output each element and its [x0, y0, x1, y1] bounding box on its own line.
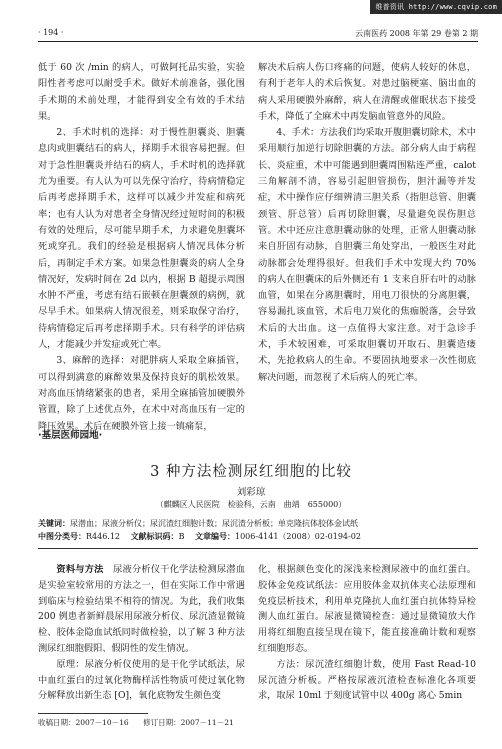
paragraph [38, 562, 245, 657]
keywords-text: 尿潜血；尿液分析仪；尿沉渣红细胞计数；尿沉渣分析板；单克隆抗体胶体金试纸 [70, 519, 358, 528]
left-column-top [38, 60, 245, 435]
running-header [38, 28, 478, 40]
footnote-rule [38, 713, 148, 714]
subheading: 资料与方法 [56, 564, 104, 575]
right-column-body [258, 562, 476, 704]
keywords-line [38, 517, 478, 530]
clc-label: 中图分类号： [38, 532, 86, 541]
right-column-top [258, 60, 476, 386]
revised-date: 修订日期：2007－11－21 [143, 718, 234, 727]
footnote-dates [38, 717, 246, 728]
clc-value: R446.12 [86, 532, 121, 541]
article-id-value: 1006-4141（2008）02-0194-02 [235, 532, 361, 541]
paragraph: 解决术后病人伤口疼痛的问题，使病人较好的休息，有利于老年人的术后恢复。对患过脑梗塞、脑出血的病人采用硬膜外麻醉，病人在清醒或催眠状态下接受手术，降低了全麻术中再发脑血管意外的风险。 [258, 62, 476, 122]
article-id-label: 文章编号： [195, 532, 235, 541]
doc-code-value: B [178, 532, 185, 541]
author: 刘彩琼 [236, 487, 266, 498]
keywords-label: 关键词： [38, 519, 70, 528]
paragraph: 4、手术：方法我们均采取开腹胆囊切除术，术中采用顺行加逆行切除胆囊的方法。部分病人由于病程长、炎症重，术中可能遇到胆囊周围粘连严重，calot 三角解剖不清，容易引起胆管损伤，胆汁漏等并发症，术中操作应仔细辨清三胆关系（指胆总管、胆囊颈管、肝总管）后再切除胆囊，尽量避免误伤胆总管。术中还应注意胆囊动脉的处理，正常人胆囊动脉来自肝固有动脉，自胆囊三角处穿出，一般医生对此动脉都会处理得很好。但我们手术中发现大约 70% 的病人在胆囊床的后外侧还有 1 支来自肝右叶的动脉血管，如果在分离胆囊时，用电刀很快的分离胆囊，容易漏扎该血管，术后电刀炭化的焦痂脱落，会导致术后的大出血。这一点值得大家注意。对于急诊手术，手术较困难，可采取胆囊切开取石、胆囊造瘘术，先抢救病人的生命。不要固执地要求一次性彻底解决问题，而忽视了术后病人的死亡率。 [258, 127, 476, 383]
doc-code-label: 文献标识码： [130, 532, 179, 541]
paragraph-text: 尿液分析仪干化学法检测尿潜血是实验室较常用的方法之一，但在实际工作中常遇到临床与检验结果不相符的情况。为此，我们收集 200 例患者新鲜晨尿用尿液分析仪、尿沉渣显微镜检、胶体金隐血试纸同时做检验，以了解 3 种方法测尿红细胞假阳、假阴性的发生情况。 [38, 564, 246, 654]
abstract-rule [38, 548, 478, 549]
keywords-block [38, 517, 478, 543]
affiliation: （麒麟区人民医院 检验科，云南 曲靖 655000） [155, 500, 347, 509]
paragraph: 化，根据颜色变化的深浅来检测尿液中的血红蛋白。胶体金免疫试纸法：应用胶体金双抗体夹心法原理和免疫层析技术，利用单克隆抗人血红蛋白抗体特异检测人血红蛋白。尿液显微镜检查：通过显微镜放大作用将红细胞直接呈现在镜下，能直接准确计数和观察红细胞形态。 [258, 564, 476, 654]
paragraph: 3、麻醉的选择：对肥胖病人采取全麻插管，可以得到满意的麻醉效果及保持良好的肌松效果。对高血压情绪紧张的患者，采用全麻插管加硬膜外管置，除了上述优点外，在术中对高血压有一定的降压效果。术后在硬膜外管上接一镇痛泵， [38, 355, 245, 432]
paragraph: 低于 60 次 /min 的病人，可做阿托品实验，实验阳性者考虑可以耐受手术。做好术前准备，强化围手术期的术前处理，才能得到安全有效的手术结果。 [38, 62, 245, 122]
download-stamp: 维普资讯 http://www.cqvip.com [370, 0, 502, 14]
journal-info: 云南医药 2008 年第 29 卷第 2 期 [355, 29, 478, 38]
classification-line [38, 530, 478, 543]
paragraph: 2、手术时机的选择：对于慢性胆囊炎、胆囊息肉或胆囊结石的病人，择期手术很容易把握。但对于急性胆囊炎并结石的病人，手术时机的选择就尤为重要。有人认为可以先保守治疗，待病情稳定后再考虑择期手术，这样可以减少并发症和病死率；也有人认为对患者全身情况经过短时间的积极有效的处理后，尽可能早期手术，力求避免胆囊坏死或穿孔。我们的经验是根据病人情况具体分析后，再制定手术方案。如果急性胆囊炎的病人全身情况好，发病时间在 2d 以内，根据 B 超提示周围水肿不严重，考虑有结石嵌顿在胆囊颈的病例，就尽早手术。如果病人情况很差，则采取保守治疗，待病情稳定后再考虑择期手术。只有科学的评估病人，才能减少并发症或死亡率。 [38, 127, 245, 351]
received-date: 收稿日期：2007－10－16 [38, 718, 129, 727]
article-title: 3 种方法检测尿红细胞的比较 [150, 464, 352, 480]
page-number: · 194 · [38, 28, 64, 37]
paragraph: 原理：尿液分析仪使用的是干化学试纸法，尿中血红蛋白的过氧化物酶样活性物质可使过氧化物分解释放出新生态 [O]，氧化底物发生颜色变 [38, 658, 245, 702]
section-label: ·基层医师园地· [38, 430, 103, 441]
left-column-body [38, 562, 245, 704]
paragraph: 方法：尿沉渣红细胞计数，使用 Fast Read-10 尿沉渣分析板。严格按尿液沉渣检查标准化各项要求，取尿 10ml 于刻度试管中以 400g 离心 5min [258, 658, 476, 702]
header-rule [38, 41, 478, 42]
